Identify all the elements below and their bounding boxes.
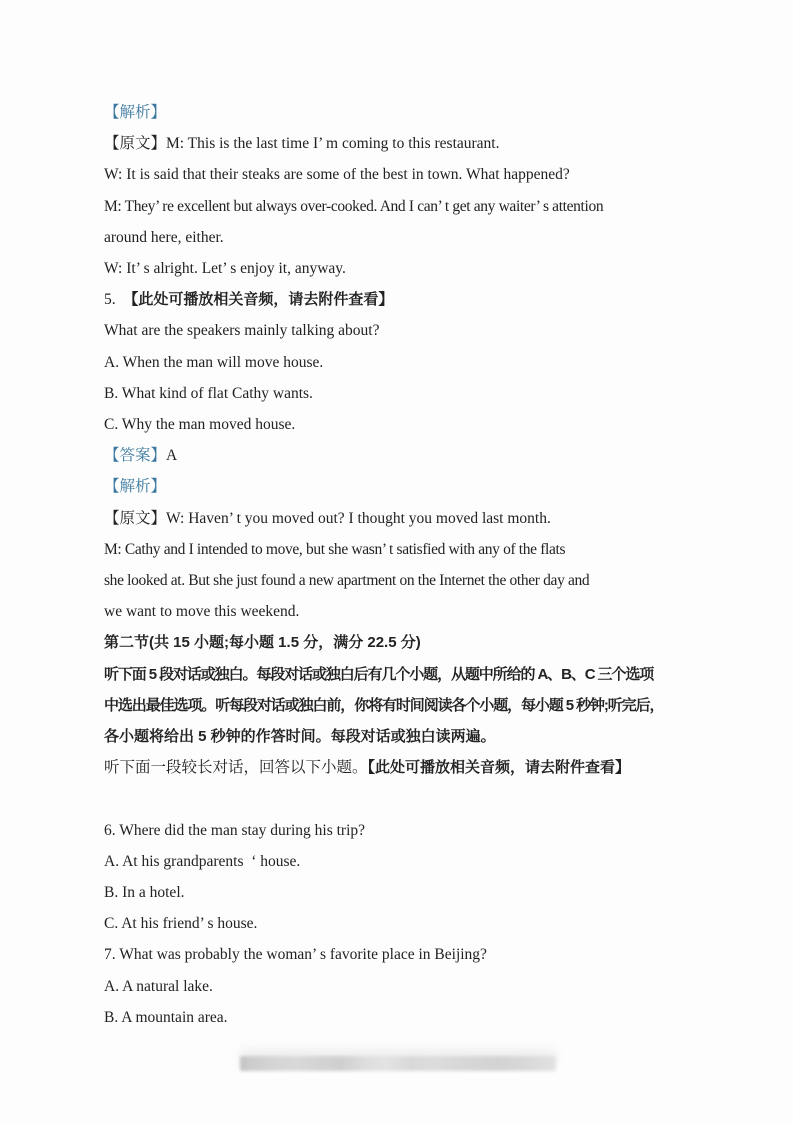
text-segment: B. What kind of flat Cathy wants.	[104, 384, 313, 402]
question-7-option-b	[104, 1002, 682, 1033]
text-segment: C. At his friend’ s house.	[104, 915, 258, 933]
text-segment: she looked at. But she just found a new apartment on the Internet the other day and	[104, 572, 590, 590]
question-7-option-a	[104, 971, 682, 1002]
text-segment: What are the speakers mainly talking about?	[104, 322, 380, 340]
transcript-line	[104, 191, 682, 222]
question-7-text	[104, 939, 682, 970]
transcript-line	[104, 534, 682, 565]
question-6-option-b	[104, 877, 682, 908]
text-segment: around here, either.	[104, 228, 224, 246]
text-segment: M: Cathy and I intended to move, but she wasn’ t satisfied with any of the flats	[104, 540, 566, 558]
section-2-instructions	[104, 659, 682, 690]
text-segment: 【解析】	[104, 104, 167, 121]
section-2-instructions	[104, 721, 682, 752]
question-6-option-c	[104, 908, 682, 939]
transcript-line	[104, 503, 682, 534]
text-segment: 【答案】	[104, 447, 167, 465]
text-segment: 听下面一段较长对话，回答以下小题。	[104, 759, 368, 777]
text-segment: W: It is said that their steaks are some of the best in town. What happened?	[104, 166, 570, 184]
text-segment: 第二节(共 15 小题;每小题 1.5 分，满分 22.5 分)	[104, 634, 421, 652]
question-5-audio-line	[104, 284, 682, 315]
watermark-strip	[240, 1056, 556, 1071]
question-5-option-c	[104, 409, 682, 440]
transcript-line	[104, 128, 682, 159]
text-segment: 【此处可播放相关音频，请去附件查看】	[367, 759, 631, 777]
text-segment: A. When the man will move house.	[104, 353, 324, 371]
text-segment: we want to move this weekend.	[104, 603, 300, 621]
section-2-instructions	[104, 690, 682, 721]
transcript-line	[104, 222, 682, 253]
question-5-option-a	[104, 347, 682, 378]
text-segment: 各小题将给出 5 秒钟的作答时间。每段对话或独白读两遍。	[104, 728, 496, 746]
text-segment: 【原文】M: This is the last time I’ m coming to this restaurant.	[104, 135, 500, 153]
text-segment: B. In a hotel.	[104, 884, 185, 902]
text-segment: 7. What was probably the woman’ s favorite place in Beijing?	[104, 946, 487, 964]
text-segment: 【此处可播放相关音频，请去附件查看】	[123, 291, 394, 309]
question-5-text	[104, 315, 682, 346]
transcript-line	[104, 253, 682, 284]
text-segment: 听下面 5 段对话或独白。每段对话或独白后有几个小题，从题中所给的 A、B、C 三个选项	[104, 665, 654, 683]
transcript-line	[104, 596, 682, 627]
section-2-heading	[104, 627, 682, 658]
text-segment: M: They’ re excellent but always over-cooked. And I can’ t get any waiter’ s attention	[104, 197, 604, 215]
text-segment: 【原文】W: Haven’ t you moved out? I thought you moved last month.	[104, 509, 551, 527]
analysis-label	[104, 471, 682, 502]
text-segment: A	[166, 447, 178, 465]
text-segment: 5.	[104, 291, 124, 309]
question-5-option-b	[104, 378, 682, 409]
text-segment: 【解析】	[104, 478, 167, 496]
dialogue-intro-line	[104, 752, 682, 783]
text-segment: B. A mountain area.	[104, 1008, 228, 1026]
question-6-option-a	[104, 846, 682, 877]
text-segment: 6. Where did the man stay during his trip?	[104, 821, 366, 839]
text-segment: C. Why the man moved house.	[104, 416, 296, 434]
question-6-text	[104, 815, 682, 846]
text-segment: A. A natural lake.	[104, 977, 213, 995]
transcript-line	[104, 565, 682, 596]
blank-line	[104, 783, 682, 814]
answer-line	[104, 440, 682, 471]
text-segment: 中选出最佳选项。听每段对话或独白前，你将有时间阅读各个小题，每小题 5 秒钟;听完后，	[104, 696, 664, 714]
document-body	[104, 97, 682, 1033]
text-segment: W: It’ s alright. Let’ s enjoy it, anyway.	[104, 260, 346, 278]
analysis-label	[104, 97, 682, 128]
text-segment: A. At his grandparents ‘ house.	[104, 852, 301, 870]
transcript-line	[104, 159, 682, 190]
